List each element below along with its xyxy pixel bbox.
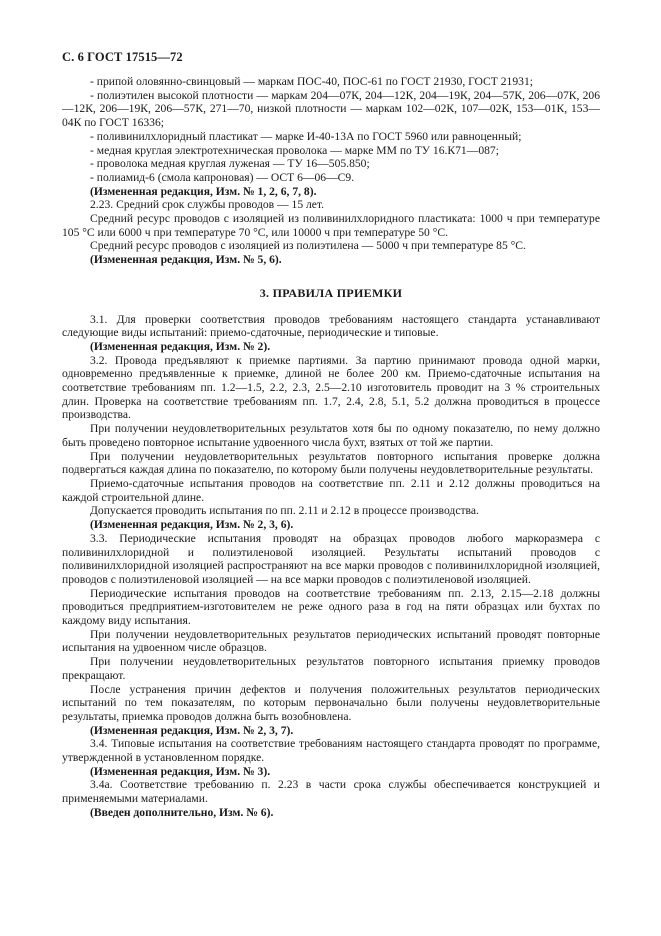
amendment-note: (Измененная редакция, Изм. № 2, 3, 6). (90, 518, 294, 532)
amendment-note: (Измененная редакция, Изм. № 3). (90, 764, 271, 778)
paragraph: При получении неудовлетворительных результатов периодических испытаний проводят повторные испытания на удвоенном числе образцов. (62, 627, 600, 655)
resource-pe-paragraph: Средний ресурс проводов с изоляцией из полиэтилена — 5000 ч при температуре 85 °С. (90, 239, 526, 253)
list-item: - проволока медная круглая луженая — ТУ 16—505.850; (90, 157, 370, 171)
resource-pvc-paragraph: Средний ресурс проводов с изоляцией из поливинилхлоридного пластиката: 1000 ч при температуре 105 °С или 6000 ч при температуре 70 °С, или 10000 ч при температуре 50 °С. (62, 212, 600, 239)
document-body (62, 75, 600, 820)
paragraph: При получении неудовлетворительных результатов хотя бы по одному показателю, по нему должно быть проведено повторное испытание удвоенного числа бухт, взятых от той же партии. (62, 422, 600, 449)
paragraph: После устранения причин дефектов и получения положительных результатов периодических испытаний по тем показателям, по которым первоначально были получены неудовлетворительные результаты, приемка проводов должна быть возобновлена. (62, 682, 600, 723)
amendment-note: (Введен дополнительно, Изм. № 6). (90, 805, 274, 819)
page-header: С. 6 ГОСТ 17515—72 (62, 50, 183, 64)
clause-2-23: 2.23. Средний срок службы проводов — 15 лет. (90, 198, 325, 212)
clause-3-3: 3.3. Периодические испытания проводят на образцах проводов любого маркоразмера с поливинилхлоридной и полиэтиленовой изоляцией. Результаты испытаний проводов с поливинилхлоридной изоляцией распространяют на все марки проводов с поливинилхлоридной изоляцией, проводов с полиэтиленовой изоляцией — на все марки проводов с полиэтиленовой изоляцией. (62, 531, 600, 586)
clause-3-4: 3.4. Типовые испытания на соответствие требованиям настоящего стандарта проводят по программе, утвержденной в установленном порядке. (62, 737, 600, 765)
paragraph: Периодические испытания проводов на соответствие требованиям пп. 2.13, 2.15—2.18 должны проводиться предприятием-изготовителем не реже одного раза в год на пяти образцах или бухтах по каждому виду испытания. (62, 586, 600, 628)
clause-3-4a: 3.4а. Соответствие требованию п. 2.23 в части срока службы обеспечивается конструкцией и применяемыми материалами. (62, 778, 600, 806)
amendment-note: (Измененная редакция, Изм. № 5, 6). (90, 253, 282, 267)
paragraph: Допускается проводить испытания по пп. 2.11 и 2.12 в процессе производства. (90, 504, 479, 518)
clause-3-2: 3.2. Провода предъявляют к приемке партиями. За партию принимают провода одной марки, одновременно предъявленные к приемке, длиной не более 200 км. Приемо-сдаточные испытания на соответствие требованиям пп. 1.2—1.5, 2.2, 2.3, 2.5—2.10 изготовитель проводит на 3 % строительных длин. Проверка на соответствие требованиям пп. 1.7, 2.4, 2.8, 5.1, 5.2 должна проводиться в процессе производства. (62, 353, 600, 422)
amendment-note: (Измененная редакция, Изм. № 2). (90, 339, 271, 353)
amendment-note: (Измененная редакция, Изм. № 1, 2, 6, 7, 8). (90, 184, 317, 198)
amendment-note: (Измененная редакция, Изм. № 2, 3, 7). (90, 723, 294, 737)
list-item: - медная круглая электротехническая проволока — марке ММ по ТУ 16.К71—087; (90, 143, 499, 157)
clause-3-1: 3.1. Для проверки соответствия проводов требованиям настоящего стандарта устанавливают следующие виды испытаний: приемо-сдаточные, периодические и типовые. (62, 312, 600, 340)
section-heading: 3. ПРАВИЛА ПРИЕМКИ (259, 285, 403, 300)
list-item: - полиамид-6 (смола капроновая) — ОСТ 6—06—С9. (90, 170, 355, 184)
paragraph: Приемо-сдаточные испытания проводов на соответствие пп. 2.11 и 2.12 должны проводиться на каждой строительной длине. (62, 476, 600, 504)
paragraph: При получении неудовлетворительных результатов повторного испытания приемку проводов прекращают. (62, 655, 600, 682)
list-item: - поливинилхлоридный пластикат — марке И-40-13А по ГОСТ 5960 или равноценный; (90, 129, 522, 143)
paragraph: При получении неудовлетворительных результатов повторного испытания проверке должна подвергаться каждая длина по показателю, по которому были получены неудовлетворительные результаты. (62, 449, 600, 477)
list-item: - полиэтилен высокой плотности — маркам 204—07К, 204—12К, 204—19К, 204—57К, 206—07К, 206—12К, 206—19К, 206—57К, 271—70, низкой плотности — маркам 102—02К, 107—02К, 153—01К, 153—04К по ГОСТ 16336; (62, 88, 600, 130)
list-item: - припой оловянно-свинцовый — маркам ПОС-40, ПОС-61 по ГОСТ 21930, ГОСТ 21931; (90, 75, 533, 88)
